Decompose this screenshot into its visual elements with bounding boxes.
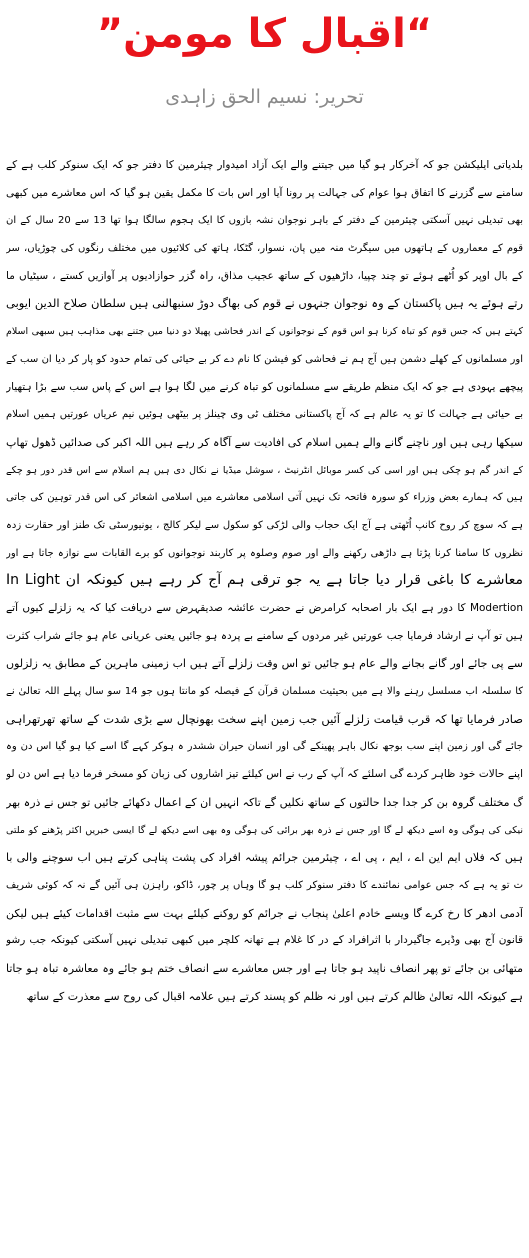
article-line: گ مختلف گروہ بن کر جدا جدا حالتوں کے ساتھ نکلیں گے تاکہ انہیں ان کے اعمال دکھائے جائیں تو جس نے ذرہ بھر	[6, 795, 523, 809]
article-line: کہتے ہیں کہ جس قوم کو تباہ کرنا ہو اس قوم کے نوجوانوں کے اندر فحاشی پھیلا دو دنیا میں جتنے بھی مذاہب ہیں سبھی اسلام	[6, 326, 523, 338]
article-line: نیکی کی ہوگی وہ اسے دیکھ لے گا اور جس نے ذرہ بھر برائی کی ہوگی وہ بھی اسے دیکھ لے گا ایسی خبریں اکثر پڑھنے کو ملتی	[6, 824, 523, 836]
article-line: اپنے حالات خود ظاہر کردے گی اسلئے کہ آپ کے رب نے اس کیلئے تیز اشاروں کی زبان کو مسخر فرما دیا ہے اس دن لو	[6, 768, 523, 781]
article-line: کے بال اوپر کو اُٹھے ہوئے تو چند چپیا، داڑھیوں کے ساتھ عجیب مذاق، راہ گزر حوازادیوں پر آوازیں کستے ، سیٹیاں ما	[6, 269, 523, 282]
article-line: آدمی ادھر کا رخ کرے گا ویسے خادم اعلیٰ پنجاب نے جرائم کو روکنے کیلئے بہت سے مثبت اقدامات کیئے ہیں لیکن	[6, 906, 523, 920]
article-line: صادر فرمایا تھا کہ قرب قیامت زلزلے آئیں جب زمین اپنے سخت بھونچال سے بڑی شدت کے ساتھ تھرتھراہی	[6, 711, 523, 726]
article-line: ہے کیونکہ اللہ تعالیٰ ظالم کرتے ہیں اور نہ ظلم کو پسند کرتے ہیں علامہ اقبال کی روح سے معذرت کے ساتھ	[26, 989, 523, 1003]
article-line: ہیں تو آپ نے ارشاد فرمایا جب عورتیں غیر مردوں کے سامنے بے پردہ ہو جائیں یعنی عریانی عام ہو جائے شراب کثرت	[6, 629, 523, 642]
article-line: نظروں کا سامنا کرنا پڑتا ہے داڑھی رکھنے والے اور صوم وصلوہ پر کاربند نوجوانوں کو برے القابات سے نوازہ جاتا ہے اور	[6, 547, 523, 559]
article-line: سامنے سے گزرنے کا اتفاق ہوا عوام کی جہالت پر رونا آیا اور اس بات کا مکمل یقین ہو گیا کہ اس معاشرے میں کبھی	[6, 186, 523, 199]
article-line: ہیں کہ فلاں ایم این اے ، ایم ، پی اے ، چیئرمین جرائم پیشہ افراد کی پشت پناہی کرتے ہیں اب سوچنے والی با	[6, 851, 523, 865]
article-body	[6, 152, 523, 1010]
article-line: اور مسلمانوں کے کھلے دشمن ہیں آج ہم نے فحاشی کو فیشن کا نام دے کر بے حیائی کی تمام حدود کو پار کر دیا ان سب کے	[6, 353, 523, 365]
article-line: بے حیائی ہے جہالت کا تو یہ عالم ہے کہ آج پاکستانی مختلف ٹی وی چینلز پر بیٹھی ہوئیں نیم عریاں عورتیں ہمیں اسلام	[6, 409, 523, 421]
article-line: ہیں کہ ہمارے بعض وزراء کو سورہ فاتحہ تک نہیں آتی اسلامی معاشرے میں اسلامی اشعائر کی اس قدر توہین کی جاتی	[6, 492, 523, 504]
article-line: ہے کہ سوچ کر روح کانپ اُٹھتی ہے آج ایک حجاب والی لڑکی کو سکول سے لیکر کالج ، یونیورسٹی تک طنز اور حقارت زدہ	[6, 519, 523, 531]
article-line: Modertion کا دور ہے ایک بار اصحابہ کرامرض نے حضرت عائشہ صدیقہرض سے دریافت کیا کہ یہ زلزلے کیوں آتے	[6, 602, 523, 614]
article-line: رتے ہوئے یہ ہیں پاکستان کے وہ نوجوان جنہوں نے قوم کی بھاگ دوڑ سنبھالنی ہیں سلطان صلاح الدین ایوبی	[6, 296, 523, 311]
article-line: ت تو یہ ہے کہ جس عوامی نمائندے کا دفتر سنوکر کلب ہو گا وہاں پر چور، ڈاکو، راہزن ہی آئیں گے نہ کہ کوئی شریف	[6, 879, 523, 891]
article-line: بلدیاتی ایلیکشن جو کہ آخرکار ہو گیا میں جیتنے والے ایک آزاد امیدوار چیئرمین کا دفتر جو کہ ایک سنوکر کلب ہے کے	[6, 159, 523, 171]
article-line: کے اندر گم ہو چکی ہیں اور اسی کی کسر موبائل انٹرنیٹ ، سوشل میڈیا نے نکال دی ہیں ہم اسلام سے اس قدر دور ہو چکے	[6, 464, 523, 476]
article-line: سیکھا رہی ہیں اور ناچنے گانے والے ہمیں اسلام کی افادیت سے آگاہ کر رہے ہیں اللہ اکبر کی صدائیں ڈھول تھاپ	[6, 435, 523, 449]
article-title: “اقبال کا مومن”	[96, 11, 433, 57]
article-line: قوم کے معماروں کے ہاتھوں میں سیگرٹ منہ میں پان، نسوار، گٹکا، ہاتھ کی کلائیوں میں مختلف رنگوں کی چوڑیاں، سر	[6, 243, 523, 255]
article-line: کا سلسلہ اب مسلسل رہنے والا ہے میں بحیثیت مسلمان قرآن کے فیصلہ کو مانتا ہوں جو 14 سو سال پہلے اللہ تعالیٰ نے	[6, 686, 523, 698]
article-byline: تحریر: نسیم الحق زاہدی	[165, 86, 364, 108]
article-line: متھائی بن جائے تو پھر انصاف ناپید ہو جاتا ہے اور جس معاشرے سے انصاف ختم ہو جائے وہ معاشرہ تباہ ہو جاتا	[6, 961, 523, 975]
article-line: پیچھے یہودی ہے جو کہ ایک منظم طریقے سے مسلمانوں کو تباہ کرنے میں لگا ہوا ہے اس کے پاس سب سے بڑا ہتھیار	[6, 380, 523, 393]
article-line: معاشرے کا باغی قرار دیا جاتا ہے یہ جو ترقی ہم آج کر رہے ہیں کیونکہ ان In Light	[6, 572, 523, 589]
article-line: سے پی جائے اور گانے بجانے والے عام ہو جائیں تو اس وقت زلزلے آتے ہیں اب زمینی ماہرین کے مطابق یہ زلزلوں	[6, 657, 523, 671]
article-line: بھی تبدیلی نہیں آسکتی چیئرمین کے دفتر کے باہر نوجوان نشہ بازوں کا ایک ہجوم سالگا ہوا تھا 13 سے 20 سال کے ان	[6, 215, 523, 227]
article-line: جائے گی اور زمین اپنے سب بوجھ نکال باہر پھینکے گی اور انسان حیران ششدر ہ ہوکر کہے گا اسے کیا ہو گیا اس دن وہ	[6, 741, 523, 753]
article-line: قانون آج بھی وڈیرے جاگیردار با اثرافراد کے در کا غلام ہے تھانہ کلچر میں کبھی تبدیلی نہیں آسکتی کیونکہ جب رشو	[6, 934, 523, 947]
